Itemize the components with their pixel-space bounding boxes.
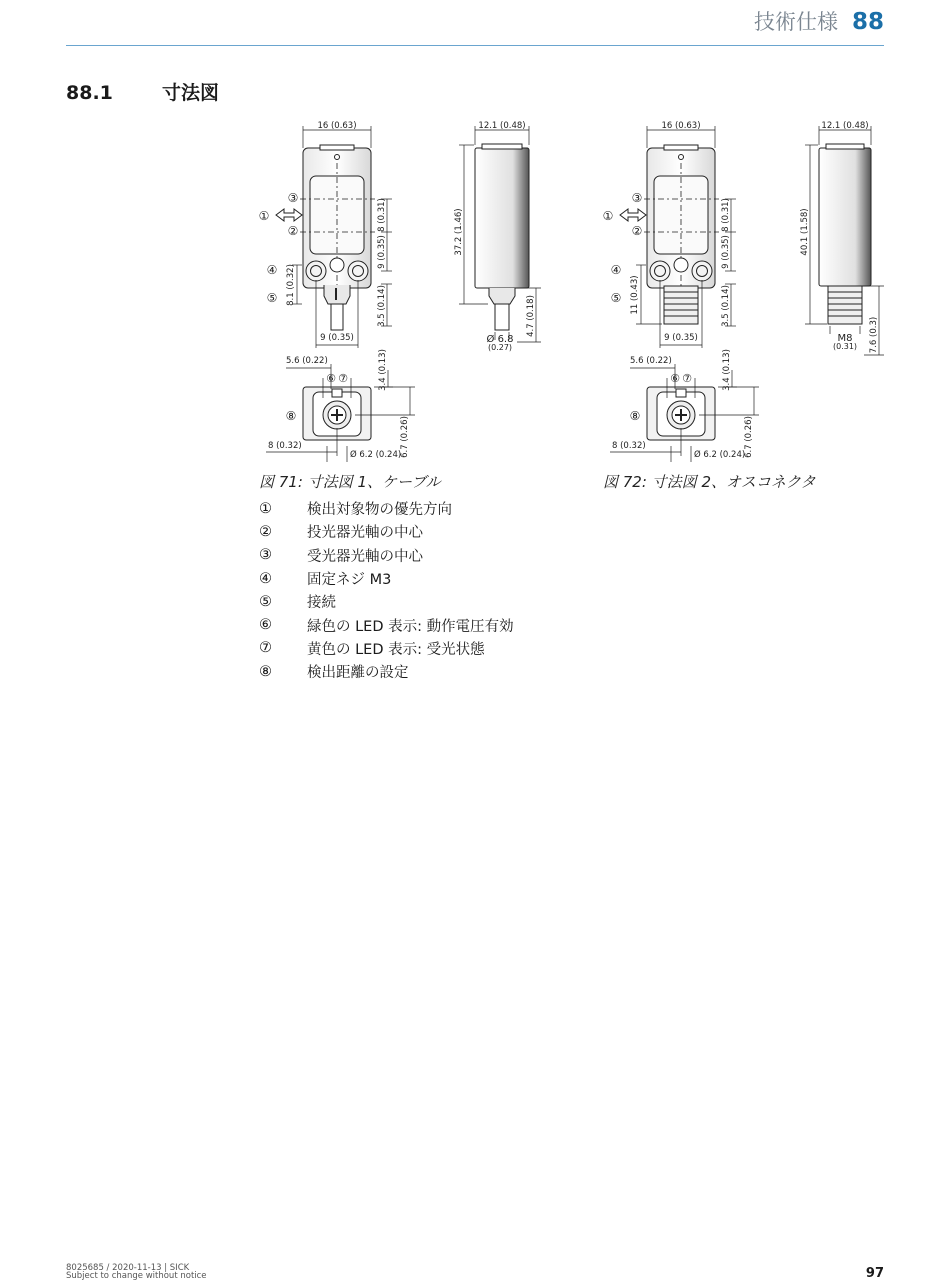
legend-marker: ④ (259, 570, 272, 587)
svg-text:3.4 (0.13): 3.4 (0.13) (378, 349, 388, 391)
legend-item (259, 497, 514, 520)
footer-info (66, 1264, 207, 1280)
figure1-side-view (475, 144, 529, 330)
svg-text:(0.27): (0.27) (487, 343, 513, 352)
svg-text:9 (0.35): 9 (0.35) (664, 333, 698, 343)
page-number: 97 (865, 1266, 884, 1281)
svg-text:④: ④ (266, 263, 278, 277)
legend-item (259, 590, 514, 613)
svg-text:⑧: ⑧ (285, 409, 297, 423)
section-title: 寸法図 (162, 82, 220, 104)
svg-text:4.7 (0.18): 4.7 (0.18) (526, 295, 536, 337)
footer-notice: Subject to change without notice (66, 1271, 207, 1281)
svg-text:Ø 6.8: Ø 6.8 (486, 334, 514, 345)
svg-text:④: ④ (610, 263, 622, 277)
svg-text:8 (0.31): 8 (0.31) (721, 198, 731, 232)
svg-text:11 (0.43): 11 (0.43) (630, 275, 640, 315)
svg-text:(0.31): (0.31) (832, 342, 858, 351)
svg-text:②: ② (287, 224, 299, 238)
svg-text:①: ① (602, 209, 614, 223)
section-number: 88.1 (66, 82, 113, 104)
svg-text:3.5 (0.14): 3.5 (0.14) (721, 285, 731, 327)
legend-item (259, 520, 514, 543)
legend-marker: ⑧ (259, 663, 272, 680)
svg-text:5.6 (0.22): 5.6 (0.22) (286, 356, 328, 366)
svg-text:40.1 (1.58): 40.1 (1.58) (800, 208, 810, 256)
legend-text: 接続 (307, 595, 336, 612)
legend-marker: ③ (259, 547, 272, 564)
svg-text:⑥: ⑥ (326, 372, 336, 385)
legend-list (259, 497, 514, 683)
svg-text:3.4 (0.13): 3.4 (0.13) (722, 349, 732, 391)
svg-text:Ø 6.2 (0.24): Ø 6.2 (0.24) (350, 450, 402, 460)
svg-text:8.1 (0.32): 8.1 (0.32) (286, 264, 296, 306)
figure2-side-view (819, 144, 871, 324)
svg-text:3.5 (0.14): 3.5 (0.14) (377, 285, 387, 327)
svg-text:8 (0.32): 8 (0.32) (612, 441, 646, 451)
svg-text:①: ① (258, 209, 270, 223)
svg-text:12.1 (0.48): 12.1 (0.48) (478, 121, 526, 131)
svg-text:③: ③ (631, 191, 643, 205)
svg-text:⑧: ⑧ (629, 409, 641, 423)
legend-text: 受光器光軸の中心 (307, 548, 423, 565)
legend-marker: ⑦ (259, 640, 272, 657)
legend-marker: ⑥ (259, 617, 272, 634)
svg-text:M8: M8 (837, 333, 853, 344)
svg-text:37.2 (1.46): 37.2 (1.46) (454, 208, 464, 256)
svg-text:8 (0.31): 8 (0.31) (377, 198, 387, 232)
legend-item (259, 567, 514, 590)
svg-text:6.7 (0.26): 6.7 (0.26) (744, 416, 754, 458)
legend-item (259, 660, 514, 683)
figure2-front-view (644, 145, 719, 324)
svg-text:9 (0.35): 9 (0.35) (320, 333, 354, 343)
svg-text:⑦: ⑦ (338, 372, 348, 385)
legend-item (259, 613, 514, 636)
legend-item (259, 544, 514, 567)
figure1-caption: 図 71: 寸法図 1、ケーブル (259, 473, 441, 491)
svg-text:7.6 (0.3): 7.6 (0.3) (869, 316, 879, 354)
svg-text:⑤: ⑤ (610, 291, 622, 305)
svg-text:5.6 (0.22): 5.6 (0.22) (630, 356, 672, 366)
legend-text: 緑色の LED 表示: 動作電圧有効 (307, 618, 514, 635)
svg-text:⑤: ⑤ (266, 291, 278, 305)
header-title: 技術仕様 (753, 10, 838, 34)
legend-text: 検出距離の設定 (307, 665, 409, 682)
legend-text: 投光器光軸の中心 (307, 525, 423, 542)
legend-text: 固定ネジ M3 (307, 572, 392, 589)
svg-text:⑥: ⑥ (670, 372, 680, 385)
figure2-caption: 図 72: 寸法図 2、オスコネクタ (603, 473, 816, 491)
chapter-number: 88 (851, 9, 884, 35)
legend-marker: ② (259, 523, 272, 540)
legend-item (259, 637, 514, 660)
legend-marker: ① (259, 500, 272, 517)
svg-text:12.1 (0.48): 12.1 (0.48) (821, 121, 869, 131)
svg-text:9 (0.35): 9 (0.35) (377, 235, 387, 269)
svg-text:③: ③ (287, 191, 299, 205)
figure1-front-view (300, 145, 375, 330)
svg-text:②: ② (631, 224, 643, 238)
svg-text:16 (0.63): 16 (0.63) (317, 121, 357, 131)
svg-text:⑦: ⑦ (682, 372, 692, 385)
svg-text:16 (0.63): 16 (0.63) (661, 121, 701, 131)
dimension-drawings (0, 0, 950, 470)
svg-text:6.7 (0.26): 6.7 (0.26) (400, 416, 410, 458)
svg-text:8 (0.32): 8 (0.32) (268, 441, 302, 451)
svg-text:9 (0.35): 9 (0.35) (721, 235, 731, 269)
footer-doc-id: 8025685 / 2020-11-13 | SICK (66, 1263, 190, 1273)
legend-marker: ⑤ (259, 593, 272, 610)
legend-text: 黄色の LED 表示: 受光状態 (307, 641, 485, 658)
svg-text:Ø 6.2 (0.24): Ø 6.2 (0.24) (694, 450, 746, 460)
legend-text: 検出対象物の優先方向 (307, 502, 452, 519)
